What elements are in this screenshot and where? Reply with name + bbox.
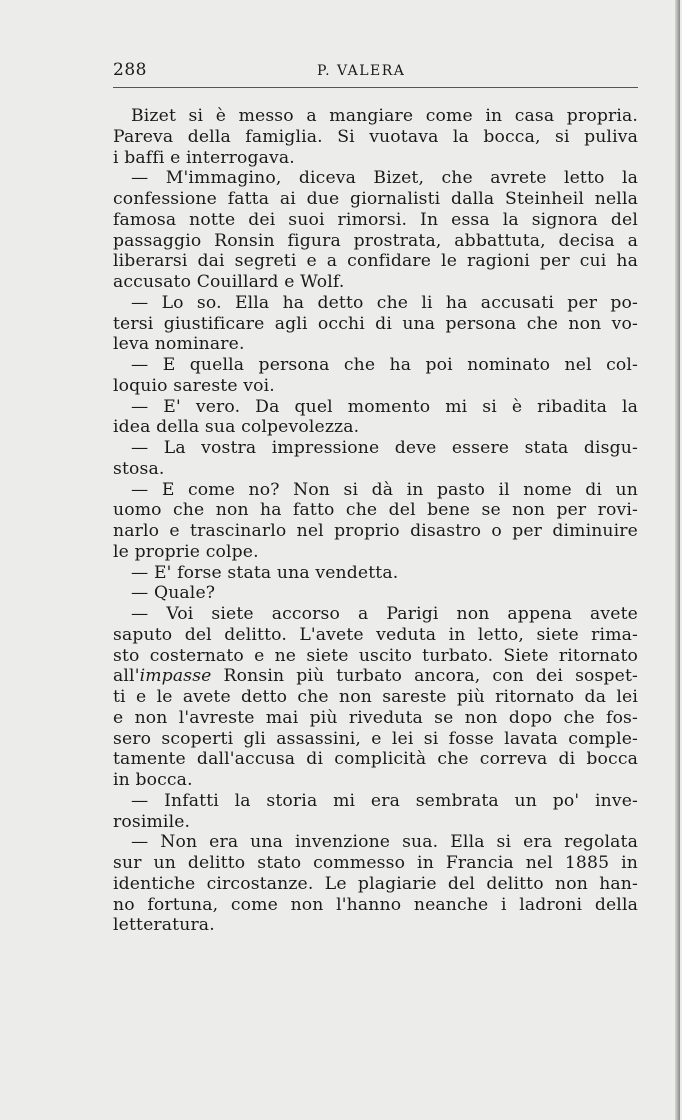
text-line: — Non era una invenzione sua. Ella si era regolata (131, 832, 638, 853)
text-line: stosa. (113, 458, 165, 479)
text-line: e non l'avreste mai più riveduta se non dopo che fos- (113, 707, 638, 728)
text-line: confessione fatta ai due giornalisti dalla Steinheil nella (113, 189, 638, 209)
text-line: — Quale? (131, 583, 216, 604)
page-edge (675, 0, 680, 1120)
text-line: i baffi e interrogava. (113, 147, 295, 168)
header-rule (113, 87, 638, 88)
text-line: uomo che non ha fatto che del bene se non per rovi- (113, 500, 638, 521)
text-line: ti e le avete detto che non sareste più ritornato da lei (113, 687, 638, 707)
text-line: no fortuna, come non l'hanno neanche i ladroni della (113, 894, 638, 915)
text-line: letteratura. (113, 915, 215, 936)
text-line: — E' vero. Da quel momento mi si è ribadita la (131, 396, 638, 417)
text-line: — Voi siete accorso a Parigi non appena avete (131, 604, 638, 624)
text-line: Bizet si è messo a mangiare come in casa propria. (131, 106, 638, 126)
text-line: accusato Couillard e Wolf. (113, 272, 345, 292)
text-line: passaggio Ronsin figura prostrata, abbattuta, decisa a (113, 230, 638, 251)
text-line: sto costernato e ne siete uscito turbato. Siete ritornato (113, 645, 638, 666)
text-line: idea della sua colpevolezza. (113, 417, 360, 438)
text-line: all'impasse Ronsin più turbato ancora, con dei sospet- (113, 666, 638, 687)
text-line: le proprie colpe. (113, 541, 259, 562)
text-line: tamente dall'accusa di complicità che correva di bocca (113, 749, 638, 770)
text-line: loquio sareste voi. (113, 375, 275, 396)
text-line: — M'immagino, diceva Bizet, che avrete letto la (131, 168, 638, 189)
body-text (113, 106, 638, 936)
text-line: — Lo so. Ella ha detto che li ha accusati per po- (131, 292, 638, 313)
text-line: saputo del delitto. L'avete veduta in letto, siete rima- (113, 624, 638, 645)
page-header (113, 60, 638, 84)
text-line: identiche circostanze. Le plagiarie del delitto non han- (113, 873, 638, 894)
text-line: tersi giustificare agli occhi di una persona che non vo- (113, 313, 638, 334)
text-line: — La vostra impressione deve essere stata disgu- (131, 438, 638, 458)
text-line: narlo e trascinarlo nel proprio disastro o per diminuire (113, 521, 638, 541)
text-line: liberarsi dai segreti e a confidare le ragioni per cui ha (113, 251, 638, 272)
running-head: P. VALERA (317, 63, 406, 79)
page-number: 288 (113, 60, 147, 80)
text-line: leva nominare. (113, 334, 245, 355)
text-line: — E' forse stata una vendetta. (131, 562, 399, 583)
text-line: rosimile. (113, 811, 191, 832)
text-line: — Infatti la storia mi era sembrata un po' inve- (131, 790, 638, 811)
text-line: — E come no? Non si dà in pasto il nome di un (131, 479, 638, 500)
text-line: — E quella persona che ha poi nominato nel col- (131, 355, 638, 375)
text-line: in bocca. (113, 770, 193, 790)
text-line: famosa notte dei suoi rimorsi. In essa la signora del (113, 209, 638, 230)
text-line: Pareva della famiglia. Si vuotava la bocca, si puliva (113, 126, 638, 147)
text-line: sur un delitto stato commesso in Francia nel 1885 in (113, 853, 638, 873)
text-line: sero scoperti gli assassini, e lei si fosse lavata comple- (113, 728, 638, 749)
